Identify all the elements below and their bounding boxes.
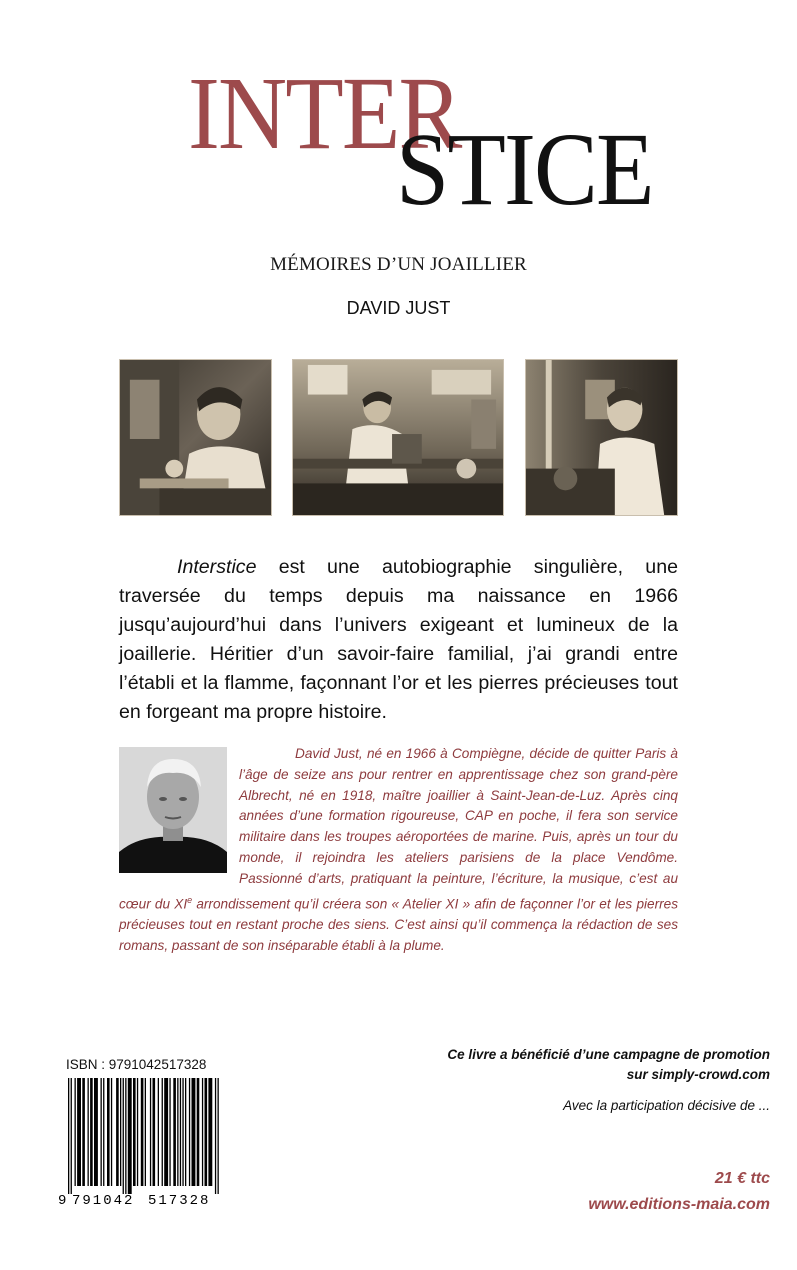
blurb-text: est une autobiographie singulière, une traversée du temps depuis ma naissance en 1966 jusqu’aujourd’hui dans l’univers exigeant et lumineux de la joaillerie. Héritier d’un savoir-faire familial, j’ai grandi entre l’établi et la flamme, façonnant l’or et les pierres précieuses tout en forgeant ma propre histoire. [119,556,678,723]
barcode-bar [101,1078,102,1186]
participation-text: Avec la participation décisive de ... [563,1098,770,1113]
barcode-right-digits: 517328 [148,1193,211,1206]
title-stice: STICE [396,112,653,227]
barcode-bar [111,1078,112,1186]
subtitle: MÉMOIRES D’UN JOAILLIER [270,254,527,275]
barcode-bar [182,1078,183,1186]
barcode-bar [208,1078,212,1186]
barcode-bar [107,1078,110,1186]
price: 21 € ttc [714,1170,770,1187]
barcode-bar [169,1078,170,1186]
barcode-bar [150,1078,151,1186]
barcode-bar [133,1078,136,1186]
blurb-paragraph [119,553,678,727]
barcode-bar [120,1078,121,1186]
barcode-bar [125,1078,126,1194]
barcode-bar [218,1078,219,1194]
barcode-bar [94,1078,98,1186]
author-bio [119,744,678,957]
photo-young-jeweler [525,359,678,516]
barcode-bar [145,1078,146,1186]
barcode-bar [77,1078,81,1186]
photo-jeweler-at-bench [119,359,272,516]
barcode-bar [88,1078,89,1186]
isbn-label: ISBN : 9791042517328 [66,1057,207,1072]
promo-text [370,1045,770,1085]
title-inter: INTER [188,56,461,171]
barcode-first-digit: 9 [58,1193,67,1206]
barcode-bar [75,1078,76,1186]
barcode-bar [177,1078,178,1186]
barcode-bar [158,1078,159,1186]
bio-superscript: e [187,894,193,905]
barcode-bar [141,1078,144,1186]
barcode-bar [197,1078,200,1186]
promo-line-1: Ce livre a bénéficié d’une campagne de promotion [447,1047,770,1062]
barcode-bar [71,1078,72,1194]
barcode-bar [103,1078,104,1186]
bio-text-2: arrondissement qu’il créera son « Atelier XI » afin de façonner l’or et les pierres précieuses tout en restant proche des siens. C’est ainsi qu’il commença la rédaction de ses romans, passant de son inséparable établi à la plume. [119,896,678,953]
barcode-bar [173,1078,176,1186]
barcode-left-digits: 791042 [72,1193,135,1206]
barcode-bar [192,1078,196,1186]
barcode-bar [185,1078,186,1186]
blurb-title: Interstice [177,556,257,578]
barcode-bar [116,1078,119,1186]
barcode-bar [215,1078,216,1194]
barcode-bar [90,1078,93,1186]
barcode-bar [128,1078,132,1194]
barcode-bar [68,1078,69,1194]
barcode-bar [137,1078,138,1186]
barcode-bar [82,1078,85,1186]
barcode-bar [162,1078,163,1186]
barcode-bar [153,1078,156,1186]
bio-text-1: David Just, né en 1966 à Compiègne, décide de quitter Paris à l’âge de seize ans pour rentrer en apprentissage chez son grand-père Albrecht, né en 1918, maître joaillier à Saint-Jean-de-Luz. Après cinq années d’une formation rigoureuse, CAP en poche, il fera son service militaire dans les troupes aéroportées de marine. Puis, après un tour du monde, il rejoindra les ateliers parisiens de la place Vendôme. Passionné d’arts, pratiquant la peinture, l’écriture, la musique, c’est au cœur du XI [119,746,678,912]
promo-line-2: sur simply-crowd.com [626,1067,770,1082]
publisher-website: www.editions-maia.com [588,1196,770,1213]
barcode-bar [180,1078,181,1186]
barcode-bar [164,1078,168,1186]
photo-workshop [292,359,504,516]
barcode-bar [123,1078,124,1194]
author-name: DAVID JUST [346,298,451,318]
barcode-bar [189,1078,190,1186]
barcode [56,1078,224,1206]
barcode-bar [202,1078,203,1186]
barcode-bar [205,1078,208,1186]
